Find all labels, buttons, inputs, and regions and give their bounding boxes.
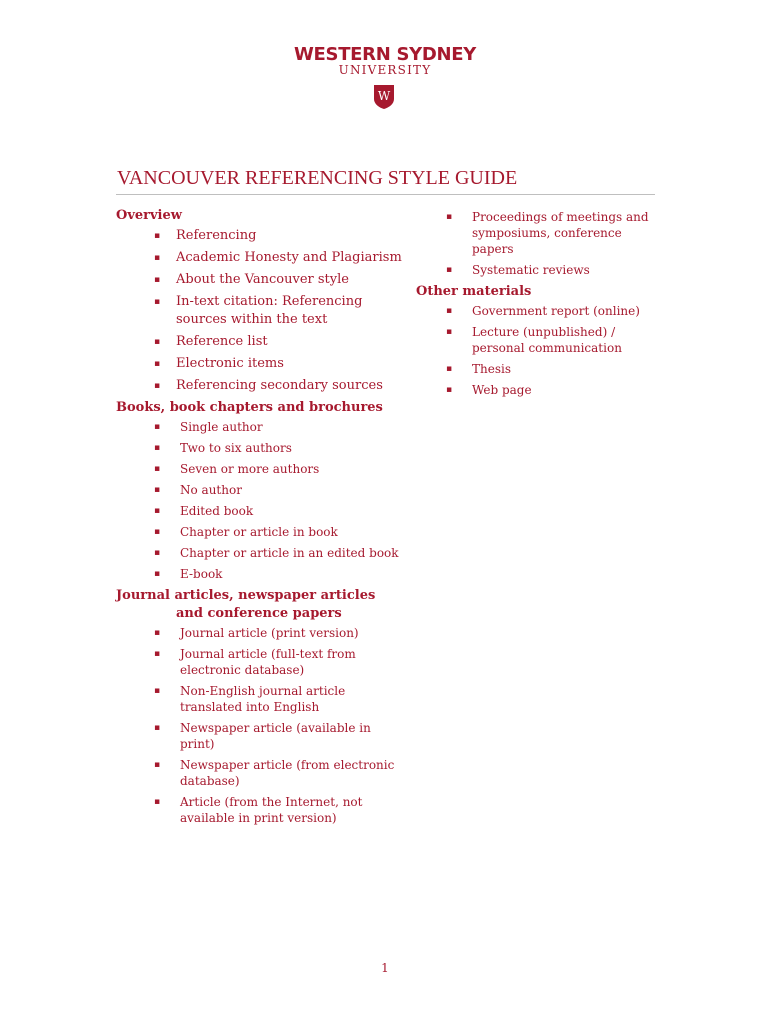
bullet-icon: ▪ bbox=[446, 306, 453, 316]
toc-item[interactable]: ▪ Non-English journal article translated into English bbox=[154, 684, 346, 714]
toc-section-overview bbox=[116, 207, 406, 395]
toc-item[interactable]: ▪ Web page bbox=[446, 383, 532, 397]
bullet-icon: ▪ bbox=[446, 327, 453, 337]
page-number: 1 bbox=[381, 961, 389, 975]
toc-item[interactable]: ▪ Journal article (print version) bbox=[154, 626, 359, 640]
toc-item[interactable]: ▪ About the Vancouver style bbox=[154, 272, 349, 287]
bullet-icon: ▪ bbox=[446, 385, 453, 395]
toc-item[interactable]: ▪ Reference list bbox=[154, 334, 268, 349]
toc-item[interactable]: ▪ Seven or more authors bbox=[154, 462, 320, 476]
bullet-icon: ▪ bbox=[154, 723, 161, 733]
bullet-icon: ▪ bbox=[154, 359, 161, 369]
journals-list bbox=[116, 625, 406, 826]
bullet-icon: ▪ bbox=[446, 212, 453, 222]
section-heading-other-materials[interactable]: Other materials bbox=[416, 284, 532, 299]
toc-item[interactable]: ▪ No author bbox=[154, 483, 242, 497]
toc-item[interactable]: ▪ Newspaper article (from electronic database) bbox=[154, 758, 395, 788]
bullet-icon: ▪ bbox=[154, 548, 161, 558]
bullet-icon: ▪ bbox=[154, 422, 161, 432]
toc-item[interactable]: ▪ Lecture (unpublished) / personal communication bbox=[446, 325, 622, 355]
toc-section-journals bbox=[116, 587, 406, 826]
bullet-icon: ▪ bbox=[154, 337, 161, 347]
toc-item[interactable]: ▪ Proceedings of meetings and symposiums, conference papers bbox=[446, 210, 649, 256]
other-materials-list bbox=[416, 303, 666, 398]
books-list bbox=[116, 419, 406, 582]
university-crest-icon bbox=[373, 84, 395, 110]
toc-item[interactable]: ▪ Two to six authors bbox=[154, 441, 292, 455]
bullet-icon: ▪ bbox=[154, 527, 161, 537]
toc-right-column bbox=[416, 207, 666, 403]
bullet-icon: ▪ bbox=[154, 686, 161, 696]
bullet-icon: ▪ bbox=[154, 381, 161, 391]
toc-item[interactable]: ▪ Electronic items bbox=[154, 356, 284, 371]
journals-continued-list bbox=[416, 209, 666, 278]
toc-item[interactable]: ▪ In-text citation: Referencing sources within the text bbox=[154, 294, 363, 327]
toc-item[interactable]: ▪ Government report (online) bbox=[446, 304, 640, 318]
bullet-icon: ▪ bbox=[154, 760, 161, 770]
section-heading-books[interactable]: Books, book chapters and brochures bbox=[116, 400, 383, 415]
bullet-icon: ▪ bbox=[154, 297, 161, 307]
bullet-icon: ▪ bbox=[154, 649, 161, 659]
section-heading-overview[interactable]: Overview bbox=[116, 208, 182, 223]
toc-left-column bbox=[116, 207, 406, 831]
toc-item[interactable]: ▪ Chapter or article in book bbox=[154, 525, 338, 539]
page-title: VANCOUVER REFERENCING STYLE GUIDE bbox=[117, 167, 518, 189]
toc-item[interactable]: ▪ Thesis bbox=[446, 362, 511, 376]
toc-section-books bbox=[116, 399, 406, 582]
toc-item[interactable]: ▪ Chapter or article in an edited book bbox=[154, 546, 399, 560]
bullet-icon: ▪ bbox=[446, 265, 453, 275]
overview-list bbox=[116, 227, 406, 395]
bullet-icon: ▪ bbox=[154, 464, 161, 474]
toc-item[interactable]: ▪ Article (from the Internet, not available in print version) bbox=[154, 795, 363, 825]
bullet-icon: ▪ bbox=[154, 506, 161, 516]
toc-item[interactable]: ▪ Single author bbox=[154, 420, 263, 434]
bullet-icon: ▪ bbox=[154, 443, 161, 453]
bullet-icon: ▪ bbox=[154, 797, 161, 807]
toc-item[interactable]: ▪ Edited book bbox=[154, 504, 254, 518]
title-divider bbox=[116, 194, 655, 195]
bullet-icon: ▪ bbox=[154, 253, 161, 263]
bullet-icon: ▪ bbox=[154, 569, 161, 579]
toc-item[interactable]: ▪ Journal article (full-text from electronic database) bbox=[154, 647, 356, 677]
crest-letter: W bbox=[377, 89, 391, 103]
toc-item[interactable]: ▪ Referencing bbox=[154, 228, 257, 243]
toc-section-other-materials bbox=[416, 283, 666, 398]
bullet-icon: ▪ bbox=[154, 231, 161, 241]
university-logo-subtitle: UNIVERSITY bbox=[338, 63, 432, 77]
bullet-icon: ▪ bbox=[154, 485, 161, 495]
toc-item[interactable]: ▪ Academic Honesty and Plagiarism bbox=[154, 250, 402, 265]
university-logo-title: WESTERN SYDNEY bbox=[293, 44, 476, 65]
toc-item[interactable]: ▪ Systematic reviews bbox=[446, 263, 590, 277]
bullet-icon: ▪ bbox=[154, 628, 161, 638]
bullet-icon: ▪ bbox=[154, 275, 161, 285]
toc-item[interactable]: ▪ Referencing secondary sources bbox=[154, 378, 383, 393]
toc-item[interactable]: ▪ E-book bbox=[154, 567, 223, 581]
bullet-icon: ▪ bbox=[446, 364, 453, 374]
section-heading-journals[interactable]: Journal articles, newspaper articles and conference papers bbox=[116, 588, 376, 621]
toc-item[interactable]: ▪ Newspaper article (available in print) bbox=[154, 721, 371, 751]
